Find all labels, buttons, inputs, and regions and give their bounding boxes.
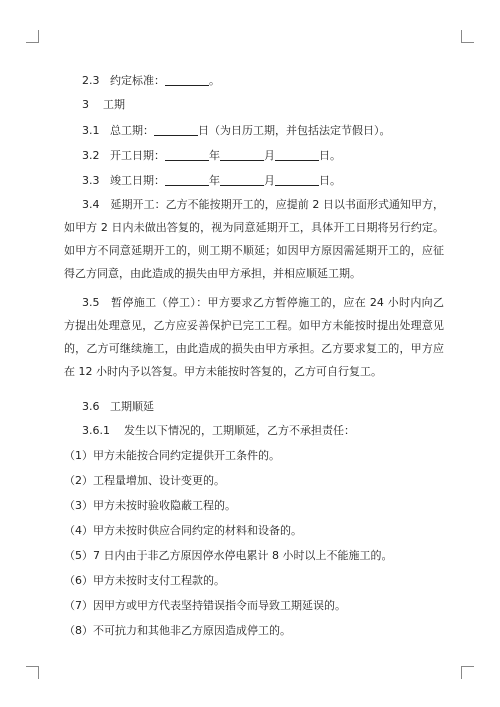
clause-3-5 <box>64 291 444 383</box>
clause-3-2 <box>82 149 341 163</box>
list-item <box>64 499 236 513</box>
clause-2-3 <box>82 74 220 88</box>
blank-field[interactable] <box>165 74 209 86</box>
blank-month[interactable] <box>220 149 264 161</box>
blank-day[interactable] <box>275 174 319 186</box>
clause-number: 3.3 <box>82 174 100 187</box>
crop-mark-bottom-right <box>461 666 474 679</box>
month-label: 月 <box>264 174 275 187</box>
clause-label: 约定标准： <box>110 74 165 87</box>
paragraph-text: 3.4 延期开工：乙方不能按期开工的，应提前 2 日以书面形式通知甲方，如甲方 2 日内未做出答复的，视为同意延期开工，具体开工日期将另行约定。如甲方不同意延期开工的，则工期不顺延；如因甲方原因需延期开工的，应征得乙方同意，由此造成的损失由甲方承担，并相应顺延工期。 <box>64 198 444 280</box>
list-item <box>64 524 302 538</box>
clause-3-1 <box>82 124 391 138</box>
clause-number: 3.2 <box>82 149 100 162</box>
blank-year[interactable] <box>165 149 209 161</box>
crop-mark-bottom-left <box>26 666 39 679</box>
list-item-text: （3）甲方未按时验收隐蔽工程的。 <box>64 499 236 512</box>
clause-label: 总工期： <box>110 124 154 137</box>
list-item-text: （8）不可抗力和其他非乙方原因造成停工的。 <box>64 624 291 637</box>
list-item-text: （5）7 日内由于非乙方原因停水停电累计 8 小时以上不能施工的。 <box>64 549 393 562</box>
clause-number: 3.1 <box>82 124 100 137</box>
list-item-text: （1）甲方未能按合同约定提供开工条件的。 <box>64 449 280 462</box>
clause-number: 3.6.1 <box>82 424 110 437</box>
crop-mark-top-left <box>26 30 39 43</box>
clause-number: 2.3 <box>82 74 100 87</box>
clause-3-6 <box>82 400 154 414</box>
crop-mark-top-right <box>461 30 474 43</box>
clause-suffix: 。 <box>209 74 220 87</box>
year-label: 年 <box>209 174 220 187</box>
clause-label: 竣工日期： <box>110 174 165 187</box>
list-item-text: （4）甲方未按时供应合同约定的材料和设备的。 <box>64 524 302 537</box>
clause-3-3 <box>82 174 341 188</box>
clause-text: 发生以下情况的，工期顺延，乙方不承担责任： <box>124 424 355 437</box>
blank-field[interactable] <box>154 124 198 136</box>
blank-day[interactable] <box>275 149 319 161</box>
blank-year[interactable] <box>165 174 209 186</box>
list-item <box>64 599 346 613</box>
clause-3-4 <box>64 193 444 285</box>
paragraph-text: 3.5 暂停施工（停工）：甲方要求乙方暂停施工的，应在 24 小时内向乙方提出处理意见，乙方应妥善保护已完工工程。如甲方未能按时提出处理意见的，乙方可继续施工，由此造成的损失由甲方承担。乙方要求复工的，甲方应在 12 小时内予以答复。甲方未能按时答复的，乙方可自行复工。 <box>64 296 444 378</box>
year-label: 年 <box>209 149 220 162</box>
list-item <box>64 624 291 638</box>
list-item-text: （7）因甲方或甲方代表坚持错误指令而导致工期延误的。 <box>64 599 346 612</box>
section-title: 工期 <box>103 98 125 111</box>
list-item <box>64 574 225 588</box>
day-label: 日。 <box>319 149 341 162</box>
month-label: 月 <box>264 149 275 162</box>
clause-number: 3.6 <box>82 400 100 413</box>
list-item <box>64 474 225 488</box>
clause-title: 工期顺延 <box>110 400 154 413</box>
list-item <box>64 549 392 563</box>
clause-suffix: 日（为日历工期，并包括法定节假日）。 <box>198 124 391 137</box>
list-item-text: （6）甲方未按时支付工程款的。 <box>64 574 225 587</box>
section-number: 3 <box>82 98 89 111</box>
day-label: 日。 <box>319 174 341 187</box>
section-3-heading <box>82 98 125 112</box>
blank-month[interactable] <box>220 174 264 186</box>
clause-label: 开工日期： <box>110 149 165 162</box>
list-item-text: （2）工程量增加、设计变更的。 <box>64 474 225 487</box>
clause-3-6-1 <box>82 424 355 438</box>
list-item <box>64 449 280 463</box>
